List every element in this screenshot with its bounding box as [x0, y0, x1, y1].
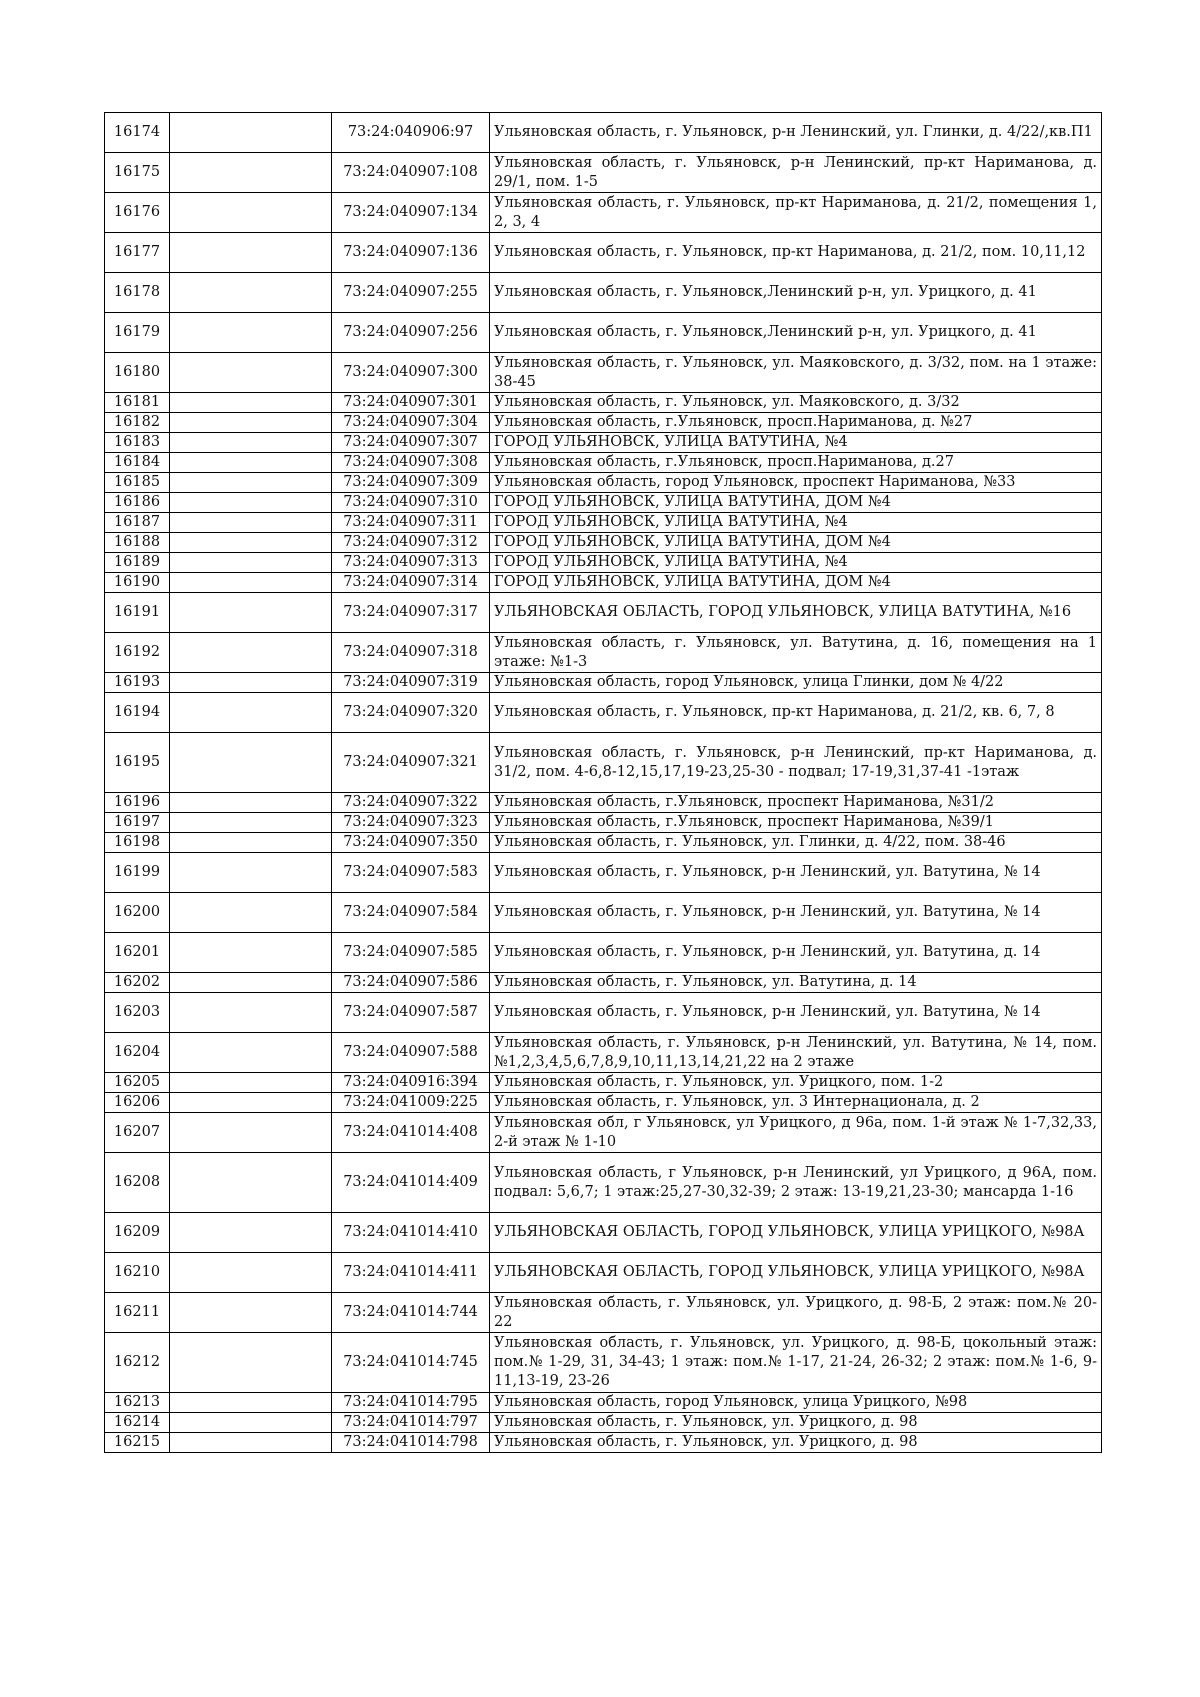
table-row: [105, 233, 1102, 273]
row-number: 16195: [105, 733, 170, 793]
row-number: 16186: [105, 493, 170, 513]
cadastral-number: 73:24:041014:408: [332, 1113, 490, 1153]
cadastral-number: 73:24:041014:409: [332, 1153, 490, 1213]
table-row: [105, 153, 1102, 193]
empty-cell: [170, 113, 332, 153]
property-address: Ульяновская область, город Ульяновск, улица Глинки, дом № 4/22: [490, 673, 1102, 693]
cadastral-number: 73:24:040907:108: [332, 153, 490, 193]
cadastral-number: 73:24:040907:309: [332, 473, 490, 493]
property-address: Ульяновская область, г. Ульяновск, р-н Ленинский, ул. Ватутина, № 14: [490, 853, 1102, 893]
row-number: 16206: [105, 1093, 170, 1113]
cadastral-number: 73:24:040907:588: [332, 1033, 490, 1073]
property-address: Ульяновская область, г.Ульяновск, просп.Нариманова, д. №27: [490, 413, 1102, 433]
cadastral-number: 73:24:041014:797: [332, 1413, 490, 1433]
cadastral-number: 73:24:040907:313: [332, 553, 490, 573]
cadastral-number: 73:24:040907:323: [332, 813, 490, 833]
table-row: [105, 1413, 1102, 1433]
empty-cell: [170, 833, 332, 853]
empty-cell: [170, 1253, 332, 1293]
table-row: [105, 393, 1102, 413]
property-address: ГОРОД УЛЬЯНОВСК, УЛИЦА ВАТУТИНА, №4: [490, 553, 1102, 573]
empty-cell: [170, 1393, 332, 1413]
property-address: УЛЬЯНОВСКАЯ ОБЛАСТЬ, ГОРОД УЛЬЯНОВСК, УЛИЦА ВАТУТИНА, №16: [490, 593, 1102, 633]
cadastral-number: 73:24:041009:225: [332, 1093, 490, 1113]
cadastral-number: 73:24:041014:411: [332, 1253, 490, 1293]
table-row: [105, 973, 1102, 993]
row-number: 16185: [105, 473, 170, 493]
property-address: Ульяновская область, г.Ульяновск, проспект Нариманова, №39/1: [490, 813, 1102, 833]
cadastral-number: 73:24:040907:587: [332, 993, 490, 1033]
row-number: 16175: [105, 153, 170, 193]
table-row: [105, 1093, 1102, 1113]
empty-cell: [170, 193, 332, 233]
empty-cell: [170, 793, 332, 813]
row-number: 16174: [105, 113, 170, 153]
row-number: 16192: [105, 633, 170, 673]
property-address: Ульяновская область, г. Ульяновск, ул. Маяковского, д. 3/32, пом. на 1 этаже: 38-45: [490, 353, 1102, 393]
table-row: [105, 833, 1102, 853]
row-number: 16179: [105, 313, 170, 353]
empty-cell: [170, 1153, 332, 1213]
empty-cell: [170, 1293, 332, 1333]
cadastral-number: 73:24:040907:301: [332, 393, 490, 413]
table-row: [105, 1393, 1102, 1413]
empty-cell: [170, 533, 332, 553]
table-row: [105, 273, 1102, 313]
cadastral-number: 73:24:040907:134: [332, 193, 490, 233]
empty-cell: [170, 633, 332, 673]
empty-cell: [170, 733, 332, 793]
table-row: [105, 733, 1102, 793]
cadastral-number: 73:24:040907:350: [332, 833, 490, 853]
property-address: Ульяновская область, г. Ульяновск, ул. Глинки, д. 4/22, пом. 38-46: [490, 833, 1102, 853]
empty-cell: [170, 453, 332, 473]
table-row: [105, 1033, 1102, 1073]
row-number: 16210: [105, 1253, 170, 1293]
row-number: 16215: [105, 1433, 170, 1453]
table-row: [105, 793, 1102, 813]
cadastral-number: 73:24:040907:322: [332, 793, 490, 813]
cadastral-number: 73:24:041014:410: [332, 1213, 490, 1253]
row-number: 16209: [105, 1213, 170, 1253]
empty-cell: [170, 693, 332, 733]
table-body: [105, 113, 1102, 1453]
cadastral-number: 73:24:040916:394: [332, 1073, 490, 1093]
cadastral-number: 73:24:040907:312: [332, 533, 490, 553]
cadastral-number: 73:24:041014:795: [332, 1393, 490, 1413]
cadastral-number: 73:24:041014:745: [332, 1333, 490, 1393]
row-number: 16204: [105, 1033, 170, 1073]
row-number: 16183: [105, 433, 170, 453]
table-row: [105, 933, 1102, 973]
row-number: 16189: [105, 553, 170, 573]
cadastral-number: 73:24:040907:310: [332, 493, 490, 513]
property-address: ГОРОД УЛЬЯНОВСК, УЛИЦА ВАТУТИНА, ДОМ №4: [490, 533, 1102, 553]
row-number: 16184: [105, 453, 170, 473]
empty-cell: [170, 1213, 332, 1253]
table-row: [105, 473, 1102, 493]
row-number: 16202: [105, 973, 170, 993]
row-number: 16196: [105, 793, 170, 813]
table-row: [105, 113, 1102, 153]
row-number: 16180: [105, 353, 170, 393]
table-row: [105, 313, 1102, 353]
property-address: Ульяновская область, г. Ульяновск, ул. Урицкого, пом. 1-2: [490, 1073, 1102, 1093]
table-row: [105, 993, 1102, 1033]
row-number: 16188: [105, 533, 170, 553]
empty-cell: [170, 1073, 332, 1093]
row-number: 16198: [105, 833, 170, 853]
row-number: 16194: [105, 693, 170, 733]
property-address: Ульяновская область, г. Ульяновск,Ленинский р-н, ул. Урицкого, д. 41: [490, 273, 1102, 313]
cadastral-number: 73:24:040907:583: [332, 853, 490, 893]
empty-cell: [170, 593, 332, 633]
row-number: 16205: [105, 1073, 170, 1093]
empty-cell: [170, 433, 332, 453]
row-number: 16176: [105, 193, 170, 233]
table-row: [105, 493, 1102, 513]
row-number: 16177: [105, 233, 170, 273]
cadastral-number: 73:24:040907:586: [332, 973, 490, 993]
table-row: [105, 1153, 1102, 1213]
table-row: [105, 813, 1102, 833]
property-address: ГОРОД УЛЬЯНОВСК, УЛИЦА ВАТУТИНА, ДОМ №4: [490, 493, 1102, 513]
empty-cell: [170, 1433, 332, 1453]
empty-cell: [170, 1033, 332, 1073]
property-address: Ульяновская область, город Ульяновск, улица Урицкого, №98: [490, 1393, 1102, 1413]
property-address: Ульяновская область, г. Ульяновск, пр-кт Нариманова, д. 21/2, кв. 6, 7, 8: [490, 693, 1102, 733]
property-address: Ульяновская область, г. Ульяновск, р-н Ленинский, пр-кт Нариманова, д. 31/2, пом. 4-6,8-12,15,17,19-23,25-30 - подвал; 17-19,31,37-41 -1этаж: [490, 733, 1102, 793]
property-address: Ульяновская область, г. Ульяновск, р-н Ленинский, ул. Глинки, д. 4/22/,кв.П1: [490, 113, 1102, 153]
cadastral-number: 73:24:040907:307: [332, 433, 490, 453]
table-row: [105, 413, 1102, 433]
table-row: [105, 513, 1102, 533]
property-address: Ульяновская область, г. Ульяновск, ул. 3 Интернационала, д. 2: [490, 1093, 1102, 1113]
row-number: 16208: [105, 1153, 170, 1213]
property-address: Ульяновская область, г. Ульяновск, р-н Ленинский, ул. Ватутина, № 14, пом. №1,2,3,4,5,6,7,8,9,10,11,13,14,21,22 на 2 этаже: [490, 1033, 1102, 1073]
cadastral-number: 73:24:040907:318: [332, 633, 490, 673]
table-row: [105, 1113, 1102, 1153]
row-number: 16191: [105, 593, 170, 633]
row-number: 16207: [105, 1113, 170, 1153]
property-address: Ульяновская область, г. Ульяновск, ул. Урицкого, д. 98: [490, 1413, 1102, 1433]
empty-cell: [170, 553, 332, 573]
table-row: [105, 193, 1102, 233]
table-row: [105, 453, 1102, 473]
empty-cell: [170, 1413, 332, 1433]
property-address: ГОРОД УЛЬЯНОВСК, УЛИЦА ВАТУТИНА, №4: [490, 513, 1102, 533]
cadastral-number: 73:24:040906:97: [332, 113, 490, 153]
empty-cell: [170, 273, 332, 313]
table-row: [105, 593, 1102, 633]
property-address: Ульяновская область, г. Ульяновск, ул. Урицкого, д. 98: [490, 1433, 1102, 1453]
table-row: [105, 1333, 1102, 1393]
empty-cell: [170, 993, 332, 1033]
cadastral-number: 73:24:040907:585: [332, 933, 490, 973]
row-number: 16182: [105, 413, 170, 433]
empty-cell: [170, 413, 332, 433]
table-row: [105, 693, 1102, 733]
row-number: 16181: [105, 393, 170, 413]
empty-cell: [170, 973, 332, 993]
property-address: Ульяновская область, город Ульяновск, проспект Нариманова, №33: [490, 473, 1102, 493]
table-row: [105, 1213, 1102, 1253]
row-number: 16178: [105, 273, 170, 313]
property-address: Ульяновская область, г. Ульяновск, ул. Урицкого, д. 98-Б, 2 этаж: пом.№ 20-22: [490, 1293, 1102, 1333]
property-address: УЛЬЯНОВСКАЯ ОБЛАСТЬ, ГОРОД УЛЬЯНОВСК, УЛИЦА УРИЦКОГО, №98А: [490, 1253, 1102, 1293]
table-row: [105, 553, 1102, 573]
row-number: 16213: [105, 1393, 170, 1413]
property-address: Ульяновская область, г. Ульяновск, р-н Ленинский, пр-кт Нариманова, д. 29/1, пом. 1-5: [490, 153, 1102, 193]
cadastral-number: 73:24:040907:300: [332, 353, 490, 393]
empty-cell: [170, 1093, 332, 1113]
empty-cell: [170, 573, 332, 593]
property-address: Ульяновская область, г. Ульяновск, пр-кт Нариманова, д. 21/2, помещения 1, 2, 3, 4: [490, 193, 1102, 233]
cadastral-number: 73:24:041014:744: [332, 1293, 490, 1333]
empty-cell: [170, 1113, 332, 1153]
property-address: Ульяновская область, г. Ульяновск, р-н Ленинский, ул. Ватутина, № 14: [490, 993, 1102, 1033]
row-number: 16190: [105, 573, 170, 593]
empty-cell: [170, 853, 332, 893]
cadastral-number: 73:24:041014:798: [332, 1433, 490, 1453]
property-address: Ульяновская обл, г Ульяновск, ул Урицкого, д 96а, пом. 1-й этаж № 1-7,32,33, 2-й этаж № 1-10: [490, 1113, 1102, 1153]
table-row: [105, 533, 1102, 553]
row-number: 16200: [105, 893, 170, 933]
cadastral-number: 73:24:040907:584: [332, 893, 490, 933]
property-address: УЛЬЯНОВСКАЯ ОБЛАСТЬ, ГОРОД УЛЬЯНОВСК, УЛИЦА УРИЦКОГО, №98А: [490, 1213, 1102, 1253]
property-address: ГОРОД УЛЬЯНОВСК, УЛИЦА ВАТУТИНА, ДОМ №4: [490, 573, 1102, 593]
property-address: Ульяновская область, г. Ульяновск, ул. Ватутина, д. 16, помещения на 1 этаже: №1-3: [490, 633, 1102, 673]
row-number: 16211: [105, 1293, 170, 1333]
cadastral-number: 73:24:040907:311: [332, 513, 490, 533]
cadastral-number: 73:24:040907:304: [332, 413, 490, 433]
table-row: [105, 853, 1102, 893]
property-address: Ульяновская область, г. Ульяновск, ул. Ватутина, д. 14: [490, 973, 1102, 993]
empty-cell: [170, 813, 332, 833]
row-number: 16187: [105, 513, 170, 533]
row-number: 16203: [105, 993, 170, 1033]
empty-cell: [170, 233, 332, 273]
property-address: Ульяновская область, г. Ульяновск, р-н Ленинский, ул. Ватутина, № 14: [490, 893, 1102, 933]
cadastral-number: 73:24:040907:314: [332, 573, 490, 593]
table-row: [105, 893, 1102, 933]
row-number: 16199: [105, 853, 170, 893]
property-address: Ульяновская область, г. Ульяновск, пр-кт Нариманова, д. 21/2, пом. 10,11,12: [490, 233, 1102, 273]
table-row: [105, 353, 1102, 393]
table-row: [105, 673, 1102, 693]
property-address: Ульяновская область, г.Ульяновск, просп.Нариманова, д.27: [490, 453, 1102, 473]
empty-cell: [170, 493, 332, 513]
empty-cell: [170, 673, 332, 693]
cadastral-number: 73:24:040907:308: [332, 453, 490, 473]
cadastral-number: 73:24:040907:321: [332, 733, 490, 793]
table-row: [105, 633, 1102, 673]
table-row: [105, 433, 1102, 453]
empty-cell: [170, 473, 332, 493]
cadastral-number: 73:24:040907:317: [332, 593, 490, 633]
table-row: [105, 1073, 1102, 1093]
property-address: Ульяновская область, г.Ульяновск, проспект Нариманова, №31/2: [490, 793, 1102, 813]
property-address: Ульяновская область, г. Ульяновск, р-н Ленинский, ул. Ватутина, д. 14: [490, 933, 1102, 973]
property-address: Ульяновская область, г Ульяновск, р-н Ленинский, ул Урицкого, д 96А, пом. подвал: 5,6,7; 1 этаж:25,27-30,32-39; 2 этаж: 13-19,21,23-30; мансарда 1-16: [490, 1153, 1102, 1213]
cadastral-number: 73:24:040907:255: [332, 273, 490, 313]
row-number: 16212: [105, 1333, 170, 1393]
row-number: 16201: [105, 933, 170, 973]
empty-cell: [170, 933, 332, 973]
empty-cell: [170, 153, 332, 193]
table-row: [105, 1433, 1102, 1453]
property-address: Ульяновская область, г. Ульяновск, ул. Урицкого, д. 98-Б, цокольный этаж: пом.№ 1-29, 31, 34-43; 1 этаж: пом.№ 1-17, 21-24, 26-32; 2 этаж: пом.№ 1-6, 9-11,13-19, 23-26: [490, 1333, 1102, 1393]
cadastral-number: 73:24:040907:136: [332, 233, 490, 273]
empty-cell: [170, 1333, 332, 1393]
property-address: Ульяновская область, г. Ульяновск, ул. Маяковского, д. 3/32: [490, 393, 1102, 413]
table-row: [105, 573, 1102, 593]
row-number: 16197: [105, 813, 170, 833]
empty-cell: [170, 893, 332, 933]
cadastral-number: 73:24:040907:319: [332, 673, 490, 693]
empty-cell: [170, 353, 332, 393]
property-address: Ульяновская область, г. Ульяновск,Ленинский р-н, ул. Урицкого, д. 41: [490, 313, 1102, 353]
empty-cell: [170, 313, 332, 353]
property-registry-table: [104, 112, 1102, 1453]
table-row: [105, 1293, 1102, 1333]
empty-cell: [170, 513, 332, 533]
empty-cell: [170, 393, 332, 413]
cadastral-number: 73:24:040907:256: [332, 313, 490, 353]
table-row: [105, 1253, 1102, 1293]
row-number: 16193: [105, 673, 170, 693]
property-address: ГОРОД УЛЬЯНОВСК, УЛИЦА ВАТУТИНА, №4: [490, 433, 1102, 453]
cadastral-number: 73:24:040907:320: [332, 693, 490, 733]
row-number: 16214: [105, 1413, 170, 1433]
